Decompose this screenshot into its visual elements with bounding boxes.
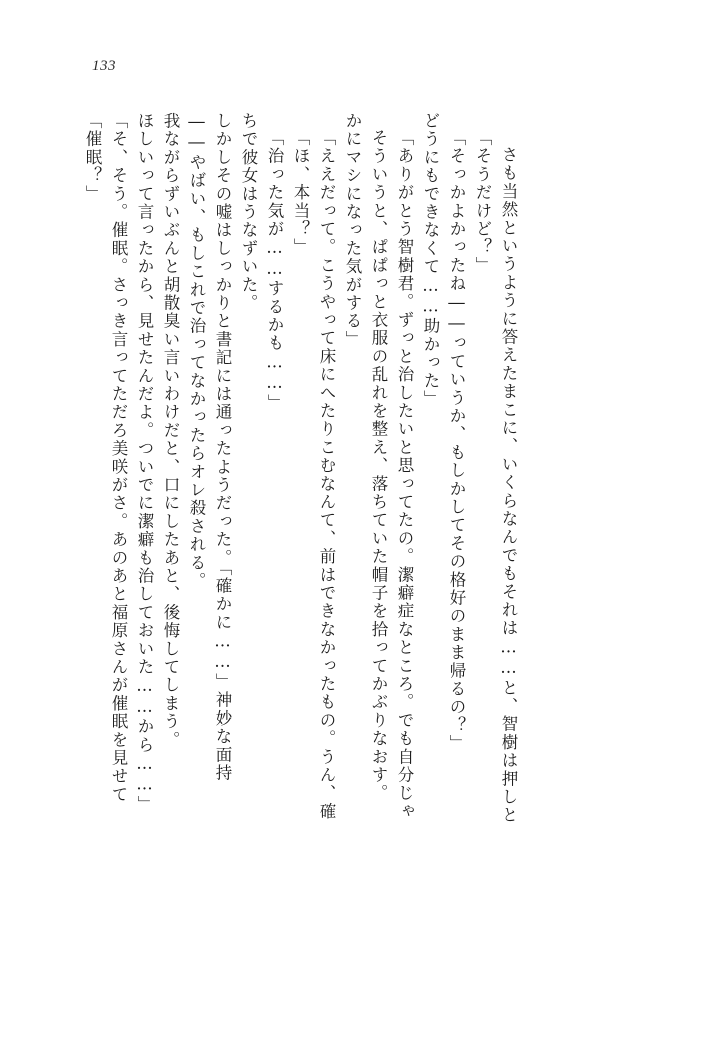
text-column: 「そっかよかったね――っていうか、もしかしてその格好のまま帰るの？」 [447,129,466,753]
text-column: 「ほ、本当？」 [291,129,310,257]
text-column: どうにもできなくて……助かった」 [421,112,440,409]
text-column: 「そ、そう。催眠。さっき言ってただろ美咲がさ。あのあと福原さんが催眠を見せて [109,112,128,804]
text-column: ちで彼女はうなずいた。 [239,112,258,313]
text-column: 「催眠？」 [83,112,102,203]
text-column: 我ながらずいぶんと胡散臭い言いわけだと、口にしたあと、後悔してしまう。 [161,112,180,749]
text-column: しかしその嘘はしっかりと書記には通ったようだった。「確かに……」神妙な面持 [213,112,232,783]
text-column: 「ええだって。こうやって床にへたりこむなんて、前はできなかったもの。うん、確 [317,129,336,821]
text-column: かにマシになった気がする」 [343,112,362,349]
vertical-text-body [74,112,634,992]
text-column: そういうと、ぱぱっと衣服の乱れを整え、落ちていた帽子を拾ってかぶりなおす。 [369,129,388,803]
text-column: ――やばい、もしこれで治ってなかったらオレ殺される。 [187,112,206,591]
text-column: 「ありがとう智樹君。ずっと治したいと思ってたの。潔癖症なところ。でも自分じゃ [395,129,414,821]
text-column: さも当然というように答えたまこに、いくらなんでもそれは……と、智樹は押しと [499,146,518,825]
text-column: ほしいって言ったから、見せたんだよ。ついでに潔癖も治しておいた……から……」 [135,112,154,814]
text-column: 「そうだけど？」 [473,129,492,275]
page-number: 133 [92,58,116,74]
text-column: 「治った気が……するかも……」 [265,129,284,412]
